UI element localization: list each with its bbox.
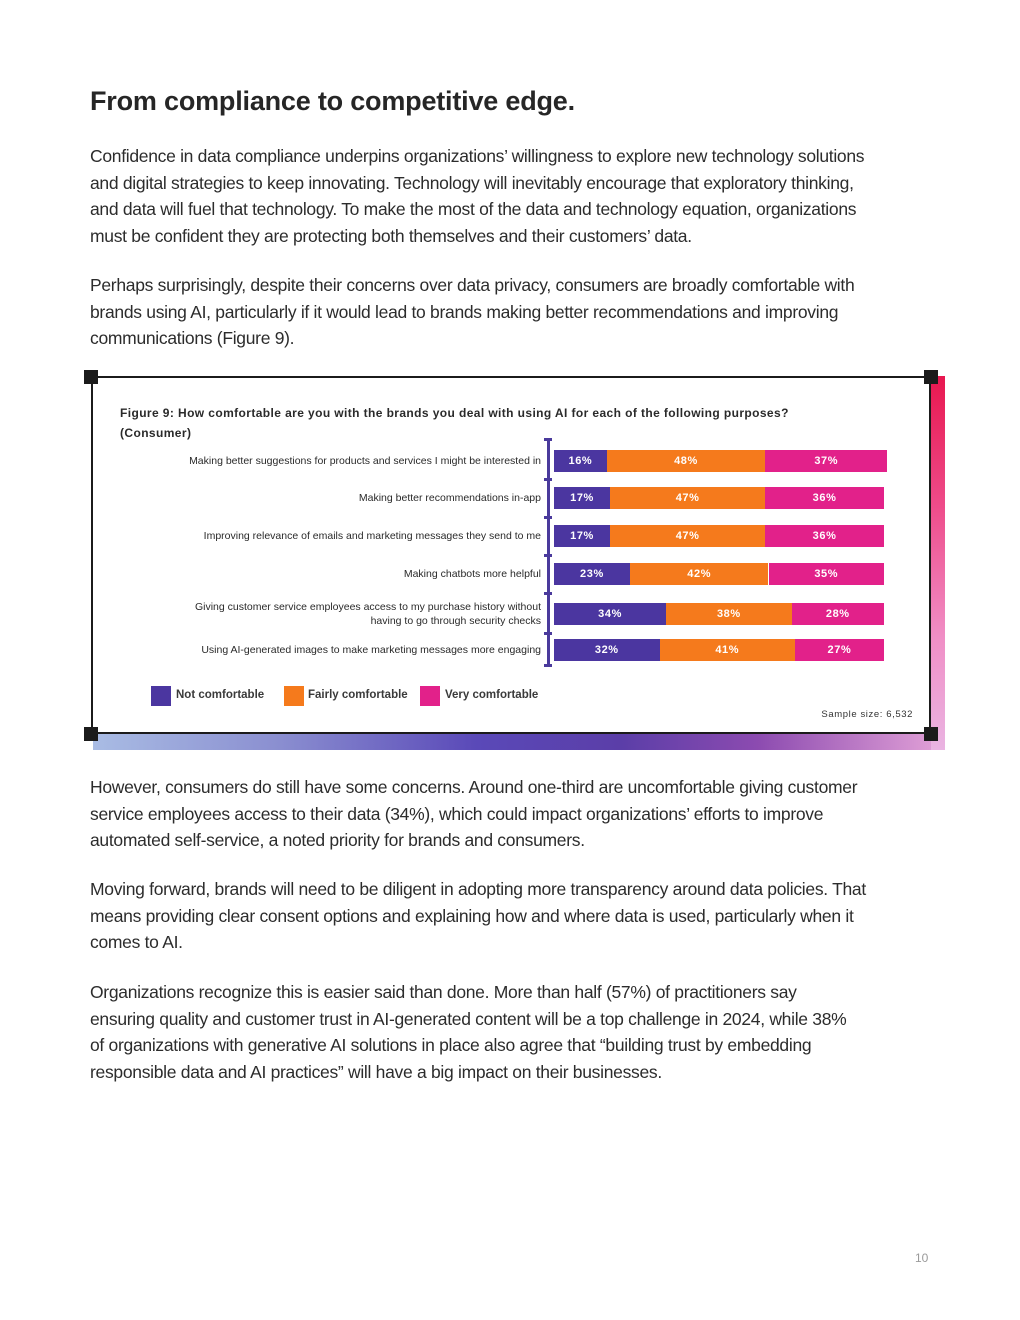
category-label [359, 491, 541, 506]
page-heading: From compliance to competitive edge. [90, 86, 575, 116]
category-label-line: Giving customer service employees access to my purchase history without [194, 600, 541, 613]
bar-segment-very-comfortable [769, 563, 885, 585]
text-line: However, consumers do still have some concerns. Around one-third are uncomfortable giving customer [90, 777, 858, 797]
category-label-line: Using AI-generated images to make marketing messages more engaging [201, 643, 541, 656]
text-line: Moving forward, brands will need to be diligent in adopting more transparency around data policies. That [90, 879, 866, 899]
bar-segment-fairly-comfortable [610, 487, 765, 509]
text-line: responsible data and AI practices” will have a big impact on their businesses. [90, 1062, 662, 1083]
bar-segment-not-comfortable [554, 639, 660, 661]
legend-label-not-comfortable: Not comfortable [176, 689, 265, 701]
frame-corner-handle [84, 370, 98, 384]
category-label-line: Making chatbots more helpful [403, 567, 541, 580]
category-label-line: Improving relevance of emails and marketing messages they send to me [203, 529, 541, 542]
data-label: 27% [827, 644, 852, 656]
data-label: 36% [812, 492, 837, 504]
category-label [201, 643, 541, 658]
data-label: 23% [580, 568, 604, 580]
text-line: automated self-service, a noted priority for brands and consumers. [90, 830, 585, 851]
frame-corner-handle [84, 727, 98, 741]
bar-segment-fairly-comfortable [610, 525, 765, 547]
text-line: Organizations recognize this is easier said than done. More than half (57%) of practitioners say [90, 982, 797, 1002]
category-label-line: Making better recommendations in-app [358, 491, 541, 504]
legend-label-fairly-comfortable: Fairly comfortable [308, 689, 408, 701]
text-line: comes to AI. [90, 932, 183, 953]
data-label: 28% [825, 608, 850, 620]
bar-segment-very-comfortable [765, 450, 887, 472]
text-line: communications (Figure 9). [90, 328, 295, 349]
data-label: 16% [568, 455, 593, 467]
category-axis-tick [544, 554, 552, 557]
category-axis-tick [544, 592, 552, 595]
category-axis-tick [544, 478, 552, 481]
intro-paragraph-2 [90, 272, 935, 352]
text-line: and data will fuel that technology. To make the most of the data and technology equation, organizations [90, 199, 857, 220]
bar-segment-not-comfortable [554, 450, 607, 472]
outro-paragraph-1 [90, 774, 935, 854]
text-line: brands using AI, particularly if it would lead to brands making better recommendations and improving [90, 301, 839, 322]
outro-paragraph-3 [90, 979, 935, 1086]
text-line: and digital strategies to keep innovating. Technology will inevitably encourage that exploratory thinking, [90, 172, 854, 193]
data-label: 37% [814, 455, 839, 467]
bar-segment-fairly-comfortable [660, 639, 795, 661]
bar-segment-fairly-comfortable [607, 450, 765, 472]
data-label: 42% [687, 568, 712, 580]
data-label: 17% [570, 530, 594, 542]
bar-segment-very-comfortable [795, 639, 884, 661]
legend-swatch-very-comfortable [420, 686, 440, 706]
page-number: 10 [915, 1251, 929, 1265]
category-axis-tick [544, 664, 552, 667]
data-label: 38% [716, 608, 741, 620]
legend-swatch-fairly-comfortable [284, 686, 304, 706]
bar-segment-not-comfortable [554, 487, 610, 509]
bar-segment-fairly-comfortable [666, 603, 791, 625]
category-axis-tick [544, 632, 552, 635]
data-label: 34% [598, 608, 622, 620]
text-line: Confidence in data compliance underpins organizations’ willingness to explore new technology solutions [90, 146, 865, 166]
bar-segment-not-comfortable [554, 525, 610, 547]
bar-segment-very-comfortable [792, 603, 884, 625]
bar-segment-fairly-comfortable [630, 563, 769, 585]
figure-title [120, 403, 860, 443]
bar-segment-not-comfortable [554, 563, 630, 585]
category-label [189, 454, 541, 469]
category-label [404, 567, 541, 582]
figure-title-line: Figure 9: How comfortable are you with the brands you deal with using AI for each of the following purposes? [120, 406, 789, 420]
outro-paragraph-2 [90, 876, 935, 956]
category-label-line: having to go through security checks [370, 615, 541, 627]
category-axis-tick [544, 516, 552, 519]
data-label: 35% [814, 568, 839, 580]
bar-segment-very-comfortable [765, 487, 884, 509]
category-label [204, 529, 541, 544]
data-label: 47% [675, 530, 700, 542]
text-line: means providing clear consent options and explaining how and where data is used, particularly when it [90, 905, 854, 926]
text-line: ensuring quality and customer trust in AI-generated content will be a top challenge in 2024, while 38% [90, 1008, 847, 1029]
category-label-line: Making better suggestions for products and services I might be interested in [189, 454, 541, 467]
data-label: 48% [674, 455, 698, 467]
frame-corner-handle [924, 370, 938, 384]
bar-segment-very-comfortable [765, 525, 884, 547]
data-label: 32% [594, 644, 619, 656]
text-line: service employees access to their data (34%), which could impact organizations’ efforts to improve [90, 803, 824, 824]
bar-segment-not-comfortable [554, 603, 666, 625]
frame-corner-handle [924, 727, 938, 741]
data-label: 41% [715, 644, 740, 656]
category-axis-tick [544, 438, 552, 441]
intro-paragraph-1 [90, 143, 935, 250]
figure-title-line: (Consumer) [120, 426, 192, 440]
text-line: must be confident they are protecting both themselves and their customers’ data. [90, 226, 692, 247]
text-line: of organizations with generative AI solutions in place also agree that “building trust by embedding [90, 1035, 812, 1056]
sample-size-note: Sample size: 6,532 [821, 709, 913, 720]
category-label [195, 600, 541, 629]
data-label: 47% [675, 492, 700, 504]
data-label: 36% [812, 530, 837, 542]
text-line: Perhaps surprisingly, despite their concerns over data privacy, consumers are broadly comfortable with [90, 275, 855, 295]
legend-label-very-comfortable: Very comfortable [445, 689, 539, 701]
legend-swatch-not-comfortable [151, 686, 171, 706]
data-label: 17% [570, 492, 594, 504]
